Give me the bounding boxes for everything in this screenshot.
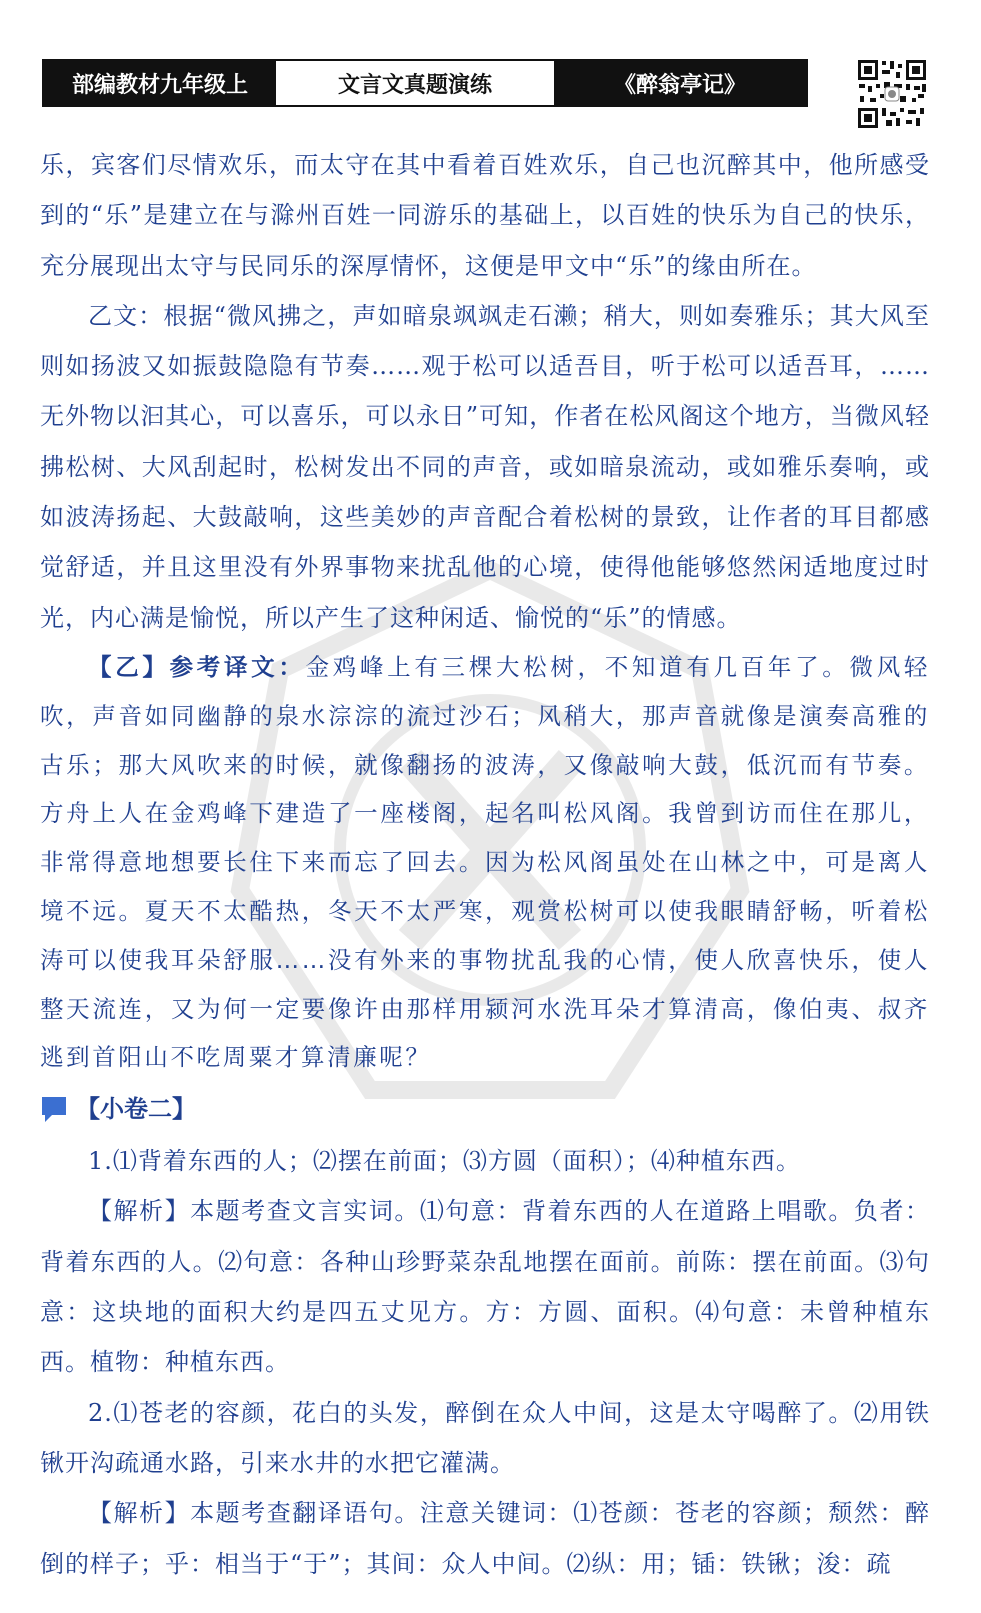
section-title: 【小卷二】: [76, 1094, 196, 1124]
analysis-2-label: 【解析】: [88, 1499, 191, 1528]
answer-2: 2.⑴苍老的容颜，花白的头发，醉倒在众人中间，这是太守喝醉了。⑵用铁锹开沟疏通水路，引来水井的水把它灌满。: [40, 1398, 930, 1477]
paragraph-continuation: 乐，宾客们尽情欢乐，而太守在其中看着百姓欢乐，自己也沉醉其中，他所感受到的“乐”是建立在与滁州百姓一同游乐的基础上，以百姓的快乐为自己的快乐，充分展现出太守与民同乐的深厚情怀，这便是甲文中“乐”的缘由所在。: [40, 151, 930, 280]
translation-text: 金鸡峰上有三棵大松树，不知道有几百年了。微风轻吹，声音如同幽静的泉水淙淙的流过沙石；风稍大，那声音就像是演奏高雅的古乐；那大风吹来的时候，就像翻扬的波涛，又像敲响大鼓，低沉而有节奏。方舟上人在金鸡峰下建造了一座楼阁，起名叫松风阁。我曾到访而住在那儿，非常得意地想要长住下来而忘了回去。因为松风阁虽处在山林之中，可是离人境不远。夏天不太酷热，冬天不太严寒，观赏松树可以使我眼睛舒畅，听着松涛可以使我耳朵舒服……没有外来的事物扰乱我的心情，使人欣喜快乐，使人整天流连，又为何一定要像许由那样用颍河水洗耳朵才算清高，像伯夷、叔齐逃到首阳山不吃周粟才算清廉呢？: [40, 652, 930, 1072]
analysis-1-label: 【解析】: [88, 1197, 191, 1226]
section-heading: [40, 1082, 930, 1136]
analysis-1: [40, 1186, 930, 1387]
analysis-2: [40, 1488, 930, 1589]
header-center: 文言文真题演练: [276, 61, 554, 105]
header-right: 《醉翁亭记》: [554, 61, 806, 105]
paragraph-yi-translation: [40, 643, 930, 1082]
main-content: [40, 140, 930, 1589]
answer-1: 1.⑴背着东西的人；⑵摆在前面；⑶方圆（面积）；⑷种植东西。: [88, 1147, 801, 1176]
paragraph-yi-analysis: 乙文：根据“微风拂之，声如暗泉飒飒走石濑；稍大，则如奏雅乐；其大风至则如扬波又如振鼓隐隐有节奏……观于松可以适吾目，听于松可以适吾耳，……无外物以汩其心，可以喜乐，可以永日”可知，作者在松风阁这个地方，当微风轻拂松树、大风刮起时，松树发出不同的声音，或如暗泉流动，或如雅乐奏响，或如波涛扬起、大鼓敲响，这些美妙的声音配合着松树的景致，让作者的耳目都感觉舒适，并且这里没有外界事物来扰乱他的心境，使得他能够悠然闲适地度过时光，内心满是愉悦，所以产生了这种闲适、愉悦的“乐”的情感。: [40, 301, 930, 632]
translation-label: 【乙】参考译文：: [88, 652, 306, 681]
speech-bubble-icon: [40, 1095, 70, 1123]
header-left: 部编教材九年级上: [44, 61, 276, 105]
analysis-2-text: 本题考查翻译语句。注意关键词：⑴苍颜：苍老的容颜；颓然：醉倒的样子；乎：相当于“于”；其间：众人中间。⑵纵：用；锸：铁锹；浚：疏: [40, 1499, 930, 1578]
analysis-1-text: 本题考查文言实词。⑴句意：背着东西的人在道路上唱歌。负者：背着东西的人。⑵句意：各种山珍野菜杂乱地摆在面前。前陈：摆在前面。⑶句意：这块地的面积大约是四五丈见方。方：方圆、面积。⑷句意：未曾种植东西。植物：种植东西。: [40, 1197, 930, 1377]
qr-code-icon[interactable]: [856, 58, 928, 130]
header-bar: [42, 59, 808, 107]
